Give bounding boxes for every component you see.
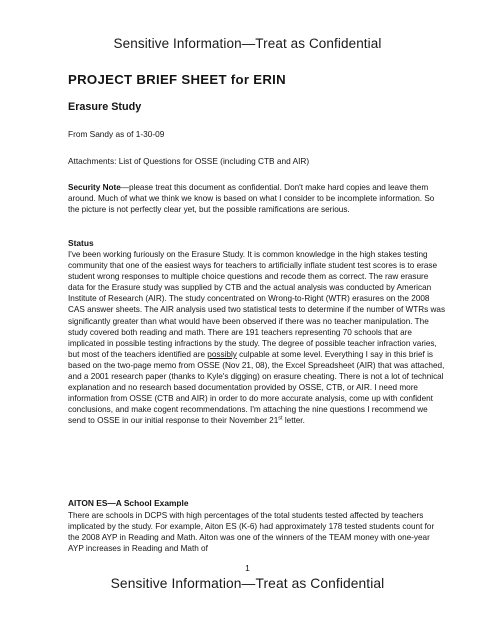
status-text-part2: culpable at some level. Everything I say in this brief is based on the two-page memo from OSSE (Nov 21, 08), the Excel Spreadsheet (AIR) that was attached, and a 2001 research paper (thanks to Kyle's digging) on erasure cheating. There is not a lot of technical explanation and no research based documentation provided by OSSE, CTB, or AIR. I need more information from OSSE (CTB and AIR) in order to do more accurate analysis, come up with confident conclusions, and make cogent recommendations. I'm attaching the nine questions I recommend we send to OSSE in our initial response to their November 21 [68,349,445,426]
aiton-heading: AITON ES—A School Example [68,498,189,508]
aiton-paragraph: There are schools in DCPS with high percentages of the total students tested affected by teachers implicated by the study. For example, Aiton ES (K-6) had approximately 178 tested students count for the 2008 AYP in Reading and Math. Aiton was one of the winners of the TEAM money with one-year AYP increases in Reading and Math of [68,511,435,554]
attachments-line: Attachments: List of Questions for OSSE (including CTB and AIR) [68,156,310,166]
document-subtitle: Erasure Study [68,101,142,113]
status-underlined-word: possibly [207,349,237,359]
header-confidential-banner: Sensitive Information—Treat as Confidential [113,36,382,51]
status-text-end: letter. [282,416,305,426]
page-number: 1 [245,563,250,573]
status-text-part1: I've been working furiously on the Erasure Study. It is common knowledge in the high stakes testing community that one of the easiest ways for teachers to artificially inflate student test scores is to erase student wrong responses to multiple choice questions and recode them as correct. The raw erasure data for the Erasure study was supplied by CTB and the actual analysis was conducted by American Institute of Research (AIR). The study concentrated on Wrong-to-Right (WTR) erasures on the 2008 CAS answer sheets. The AIR analysis used two statistical tests to determine if the number of WTRs was significantly greater than what would have been observed if there was no teacher manipulation. The study covered both reading and math. There are 191 teachers representing 70 schools that are implicated in possible testing infractions by the study. The degree of possible teacher infraction varies, but most of the teachers identified are [68,250,446,359]
document-title: PROJECT BRIEF SHEET for ERIN [68,72,286,87]
security-note-text: —please treat this document as confidential. Don't make hard copies and leave them around. Much of what we think we know is based on what I consider to be incomplete information. So the picture is not perfectly clear yet, but the possible ramifications are serious. [68,183,435,215]
from-line: From Sandy as of 1-30-09 [68,129,165,139]
status-heading: Status [68,238,94,248]
footer-confidential-banner: Sensitive Information—Treat as Confidential [110,576,385,591]
security-note-label: Security Note [68,183,121,192]
security-note-paragraph [68,182,446,215]
status-superscript: st [278,415,283,422]
status-paragraph [68,249,446,427]
